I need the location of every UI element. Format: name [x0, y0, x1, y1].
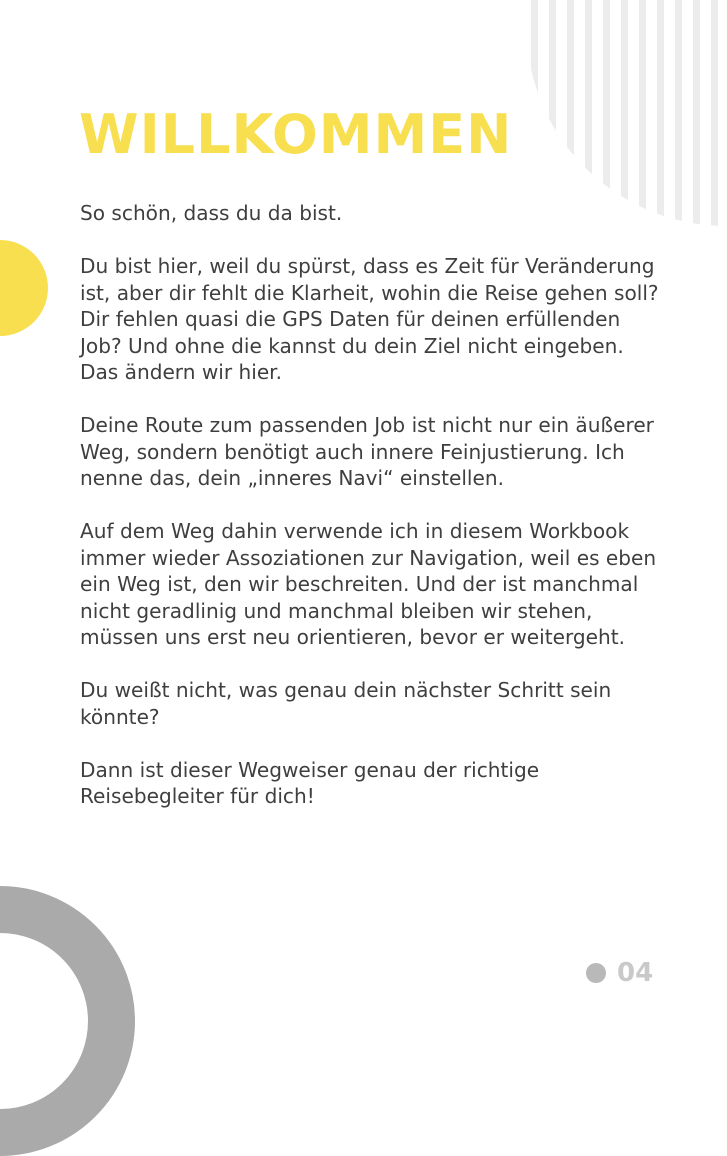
paragraph-intro: Du bist hier, weil du spürst, dass es Zeit für Veränderung ist, aber dir fehlt die Klarheit, wohin die Reise gehen soll? Dir fehlen quasi die GPS Daten für deinen erfüllenden Job? Und ohne die kannst du dein Ziel nicht eingeben. Das ändern wir hier.: [80, 254, 659, 384]
paragraph-question: Du weißt nicht, was genau dein nächster Schritt sein könnte?: [80, 678, 612, 729]
yellow-half-circle-decoration: [0, 240, 48, 336]
paragraph-closing: Dann ist dieser Wegweiser genau der richtige Reisebegleiter für dich!: [80, 757, 540, 808]
striped-half-circle-decoration: [528, 0, 727, 230]
paragraph-greeting: So schön, dass du da bist.: [80, 201, 343, 225]
page-title: WILLKOMMEN: [79, 103, 513, 166]
welcome-body: [80, 200, 660, 836]
page-dot-icon: [586, 963, 606, 983]
paragraph-navigation: Auf dem Weg dahin verwende ich in diesem Workbook immer wieder Assoziationen zur Navigation, weil es eben ein Weg ist, den wir beschreiten. Und der ist manchmal nicht geradlinig und manchmal bleiben wir stehen, müssen uns erst neu orientieren, bevor er weitergeht.: [80, 519, 657, 649]
page-number: 04: [617, 958, 654, 988]
paragraph-route: Deine Route zum passenden Job ist nicht nur ein äußerer Weg, sondern benötigt auch innere Feinjustierung. Ich nenne das, dein „inneres Navi“ einstellen.: [80, 413, 654, 490]
gray-arc-decoration: [0, 886, 135, 1156]
